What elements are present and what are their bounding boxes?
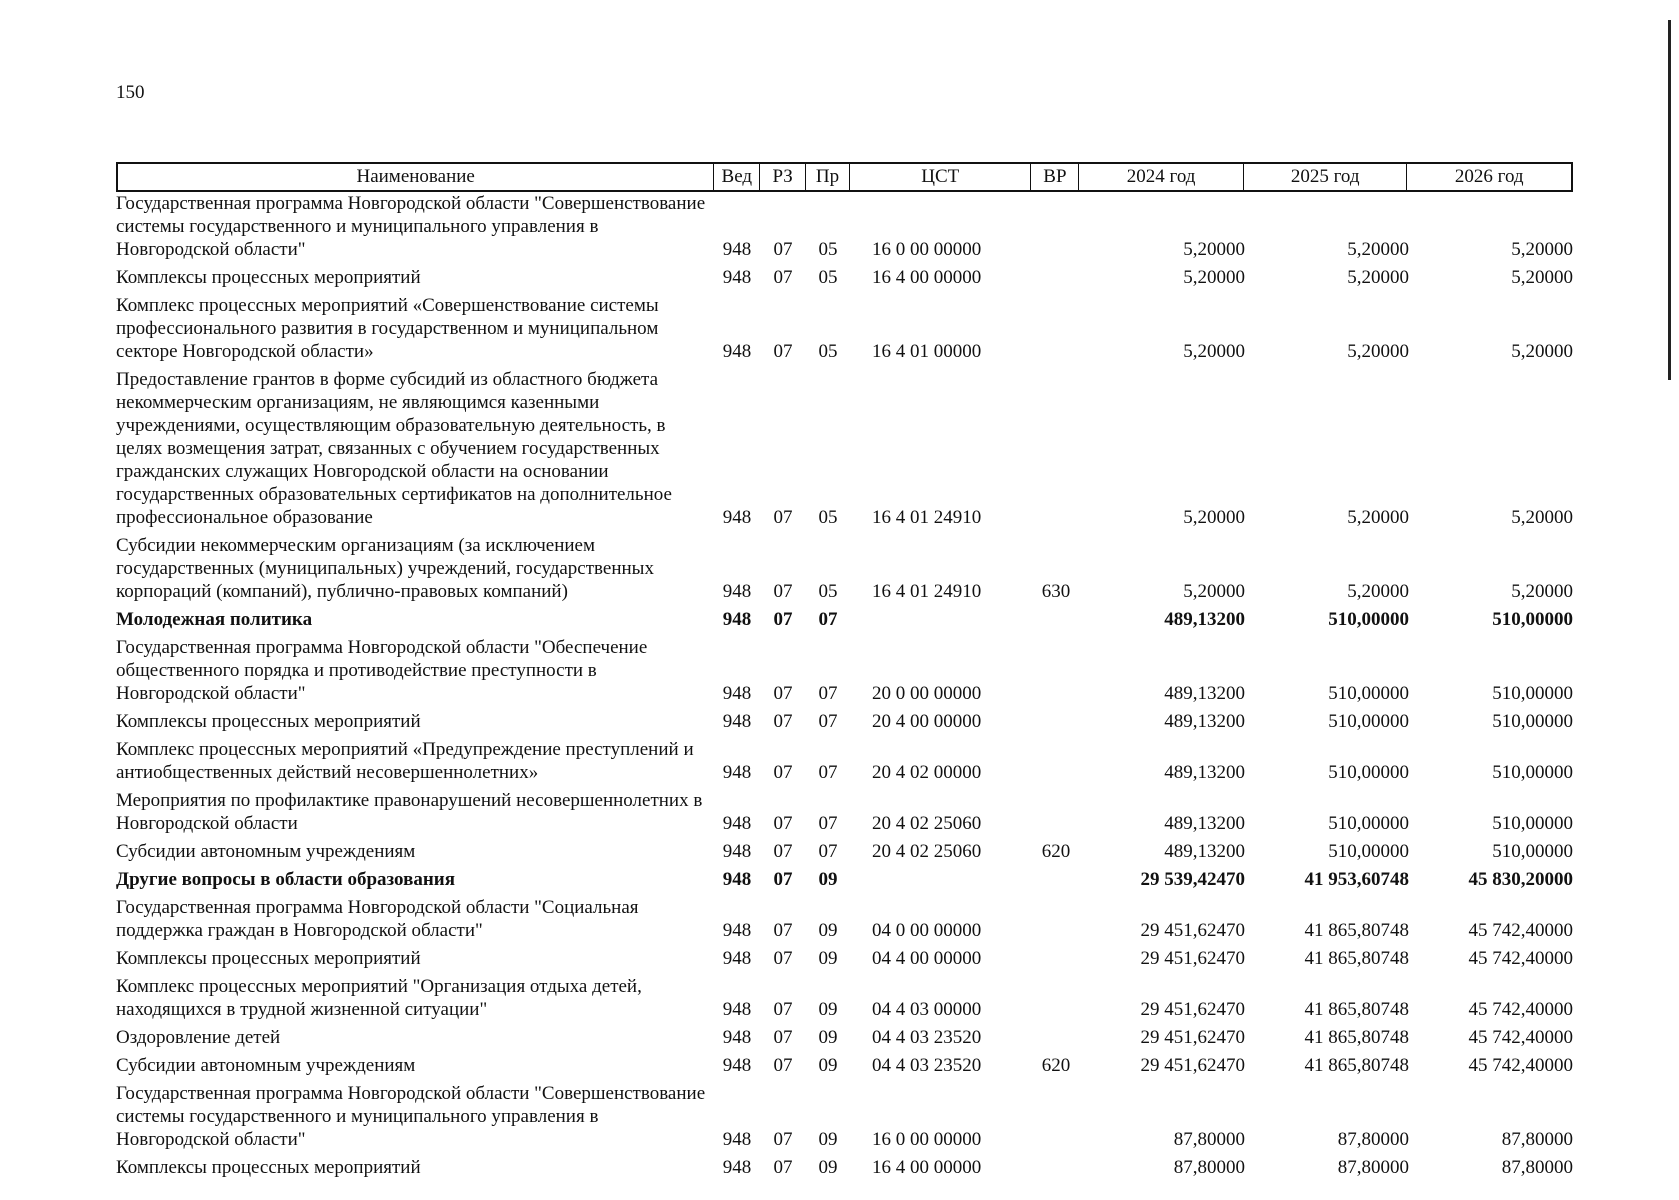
cell-2025: 41 865,80748 — [1304, 948, 1409, 969]
cell-2024: 5,20000 — [1183, 267, 1245, 288]
cell-name: Комплекс процессных мероприятий «Совершенствование системы профессионального развития в государственном и муниципальном секторе Новгородской области» — [116, 295, 659, 362]
cell-name: Комплекс процессных мероприятий "Организация отдыха детей, находящихся в трудной жизненной ситуации" — [116, 976, 642, 1020]
cell-pr: 09 — [818, 1055, 838, 1076]
cell-pr: 09 — [818, 920, 838, 941]
cell-rz: 07 — [773, 581, 793, 602]
cell-2025: 510,00000 — [1328, 683, 1409, 704]
cell-2024: 87,80000 — [1173, 1129, 1245, 1150]
cell-2026: 510,00000 — [1492, 711, 1573, 732]
cell-name: Субсидии автономным учреждениям — [116, 1055, 416, 1076]
budget-table — [116, 162, 1573, 1184]
cell-2025: 5,20000 — [1347, 507, 1409, 528]
cell-vr: 630 — [1041, 581, 1071, 602]
header-2024: 2024 год — [1079, 164, 1244, 190]
cell-2026: 45 742,40000 — [1468, 1027, 1573, 1048]
cell-ved: 948 — [722, 841, 752, 862]
cell-vr: 620 — [1041, 1055, 1071, 1076]
cell-2026: 45 830,20000 — [1468, 869, 1573, 890]
cell-rz: 07 — [773, 341, 793, 362]
cell-pr: 09 — [818, 948, 838, 969]
cell-2026: 510,00000 — [1492, 609, 1573, 630]
cell-2025: 510,00000 — [1328, 711, 1409, 732]
cell-ved: 948 — [722, 869, 752, 890]
cell-cst: 20 4 00 00000 — [872, 711, 982, 732]
cell-name: Комплекс процессных мероприятий «Предупреждение преступлений и антиобщественных действий несовершеннолетних» — [116, 739, 694, 783]
cell-vr: 620 — [1041, 841, 1071, 862]
cell-2025: 87,80000 — [1337, 1157, 1409, 1178]
cell-2024: 29 539,42470 — [1140, 869, 1245, 890]
cell-ved: 948 — [722, 267, 752, 288]
cell-name: Предоставление грантов в форме субсидий из областного бюджета некоммерческим организациям, не являющимся казенными учреждениями, осуществляющим образовательную деятельность, в целях возмещения затрат, связанных с обучением государственных гражданских служащих Новгородской области на основании государственных образовательных сертификатов на дополнительное профессиональное образование — [116, 369, 672, 528]
cell-cst: 20 4 02 25060 — [872, 813, 982, 834]
cell-name: Оздоровление детей — [116, 1027, 281, 1048]
cell-2025: 510,00000 — [1328, 762, 1409, 783]
cell-pr: 07 — [818, 609, 838, 630]
cell-rz: 07 — [773, 1129, 793, 1150]
cell-rz: 07 — [773, 1027, 793, 1048]
cell-cst: 16 4 01 00000 — [872, 341, 982, 362]
table-row — [116, 1054, 1573, 1082]
cell-2024: 29 451,62470 — [1140, 1055, 1245, 1076]
cell-2024: 5,20000 — [1183, 341, 1245, 362]
cell-pr: 09 — [818, 999, 838, 1020]
cell-cst: 20 4 02 25060 — [872, 841, 982, 862]
cell-ved: 948 — [722, 920, 752, 941]
cell-2025: 510,00000 — [1328, 609, 1409, 630]
cell-ved: 948 — [722, 683, 752, 704]
cell-2025: 41 865,80748 — [1304, 1055, 1409, 1076]
cell-rz: 07 — [773, 920, 793, 941]
cell-2024: 29 451,62470 — [1140, 920, 1245, 941]
cell-ved: 948 — [722, 762, 752, 783]
cell-2025: 5,20000 — [1347, 267, 1409, 288]
cell-2024: 489,13200 — [1164, 609, 1245, 630]
header-rz: РЗ — [760, 164, 806, 190]
table-row — [116, 636, 1573, 710]
table-row — [116, 1156, 1573, 1184]
cell-rz: 07 — [773, 948, 793, 969]
table-row — [116, 1026, 1573, 1054]
cell-2026: 45 742,40000 — [1468, 1055, 1573, 1076]
cell-name: Комплексы процессных мероприятий — [116, 948, 421, 969]
cell-name: Субсидии некоммерческим организациям (за исключением государственных (муниципальных) учреждений, государственных корпораций (компаний), публично-правовых компаний) — [116, 535, 654, 602]
cell-pr: 09 — [818, 869, 838, 890]
cell-cst: 16 4 01 24910 — [872, 581, 982, 602]
header-vr: ВР — [1031, 164, 1079, 190]
cell-2025: 5,20000 — [1347, 341, 1409, 362]
table-row — [116, 710, 1573, 738]
cell-2026: 45 742,40000 — [1468, 999, 1573, 1020]
cell-ved: 948 — [722, 1157, 752, 1178]
cell-2026: 5,20000 — [1511, 581, 1573, 602]
cell-pr: 05 — [818, 239, 838, 260]
cell-ved: 948 — [722, 813, 752, 834]
cell-2025: 41 865,80748 — [1304, 1027, 1409, 1048]
cell-name: Другие вопросы в области образования — [116, 869, 456, 890]
cell-cst: 16 4 00 00000 — [872, 1157, 982, 1178]
cell-pr: 09 — [818, 1129, 838, 1150]
cell-pr: 07 — [818, 813, 838, 834]
cell-ved: 948 — [722, 609, 752, 630]
cell-2026: 45 742,40000 — [1468, 920, 1573, 941]
cell-2024: 87,80000 — [1173, 1157, 1245, 1178]
cell-2024: 5,20000 — [1183, 581, 1245, 602]
cell-rz: 07 — [773, 813, 793, 834]
cell-rz: 07 — [773, 683, 793, 704]
cell-cst: 16 0 00 00000 — [872, 239, 982, 260]
cell-ved: 948 — [722, 711, 752, 732]
cell-cst: 16 4 01 24910 — [872, 507, 982, 528]
cell-name: Субсидии автономным учреждениям — [116, 841, 416, 862]
header-2026: 2026 год — [1454, 166, 1524, 187]
cell-name: Комплексы процессных мероприятий — [116, 1157, 421, 1178]
cell-rz: 07 — [773, 1055, 793, 1076]
table-row — [116, 608, 1573, 636]
cell-2024: 489,13200 — [1164, 762, 1245, 783]
cell-ved: 948 — [722, 341, 752, 362]
cell-pr: 07 — [818, 841, 838, 862]
cell-2026: 5,20000 — [1511, 239, 1573, 260]
cell-name: Молодежная политика — [116, 609, 313, 630]
table-body — [116, 192, 1573, 1184]
cell-2024: 29 451,62470 — [1140, 1027, 1245, 1048]
cell-name: Мероприятия по профилактике правонарушений несовершеннолетних в Новгородской области — [116, 790, 703, 834]
cell-2026: 5,20000 — [1511, 341, 1573, 362]
cell-cst: 04 0 00 00000 — [872, 920, 982, 941]
cell-pr: 09 — [818, 1157, 838, 1178]
table-row — [116, 1082, 1573, 1156]
cell-rz: 07 — [773, 609, 793, 630]
table-row — [116, 738, 1573, 789]
cell-2024: 489,13200 — [1164, 841, 1245, 862]
cell-name: Комплексы процессных мероприятий — [116, 711, 421, 732]
cell-cst: 20 4 02 00000 — [872, 762, 982, 783]
cell-2025: 510,00000 — [1328, 813, 1409, 834]
table-row — [116, 192, 1573, 266]
cell-2026: 45 742,40000 — [1468, 948, 1573, 969]
cell-2026: 5,20000 — [1511, 267, 1573, 288]
table-row — [116, 266, 1573, 294]
cell-rz: 07 — [773, 239, 793, 260]
cell-2024: 29 451,62470 — [1140, 948, 1245, 969]
cell-cst: 04 4 03 00000 — [872, 999, 982, 1020]
cell-2024: 489,13200 — [1164, 683, 1245, 704]
cell-ved: 948 — [722, 1129, 752, 1150]
cell-rz: 07 — [773, 869, 793, 890]
cell-name: Государственная программа Новгородской области "Совершенствование системы государственного и муниципального управления в Новгородской области" — [116, 1083, 706, 1150]
cell-pr: 05 — [818, 341, 838, 362]
cell-pr: 07 — [818, 711, 838, 732]
cell-2024: 489,13200 — [1164, 813, 1245, 834]
cell-rz: 07 — [773, 762, 793, 783]
cell-2026: 510,00000 — [1492, 683, 1573, 704]
cell-2024: 489,13200 — [1164, 711, 1245, 732]
cell-2026: 87,80000 — [1501, 1129, 1573, 1150]
cell-cst: 20 0 00 00000 — [872, 683, 982, 704]
cell-pr: 05 — [818, 267, 838, 288]
cell-ved: 948 — [722, 581, 752, 602]
cell-rz: 07 — [773, 999, 793, 1020]
cell-2025: 5,20000 — [1347, 239, 1409, 260]
cell-ved: 948 — [722, 239, 752, 260]
scan-edge-line — [1668, 20, 1671, 380]
cell-ved: 948 — [722, 1027, 752, 1048]
cell-ved: 948 — [722, 948, 752, 969]
header-ved: Вед — [714, 164, 760, 190]
cell-2024: 5,20000 — [1183, 507, 1245, 528]
cell-2024: 5,20000 — [1183, 239, 1245, 260]
cell-cst: 04 4 00 00000 — [872, 948, 982, 969]
cell-pr: 07 — [818, 683, 838, 704]
table-row — [116, 368, 1573, 534]
cell-2026: 5,20000 — [1511, 507, 1573, 528]
cell-2026: 510,00000 — [1492, 762, 1573, 783]
cell-ved: 948 — [722, 1055, 752, 1076]
cell-2025: 5,20000 — [1347, 581, 1409, 602]
cell-rz: 07 — [773, 267, 793, 288]
cell-2026: 510,00000 — [1492, 813, 1573, 834]
table-row — [116, 975, 1573, 1026]
table-row — [116, 868, 1573, 896]
table-header — [116, 162, 1573, 192]
cell-2025: 41 953,60748 — [1304, 869, 1409, 890]
cell-rz: 07 — [773, 1157, 793, 1178]
page-number: 150 — [116, 82, 145, 103]
cell-cst: 04 4 03 23520 — [872, 1055, 982, 1076]
cell-cst: 16 0 00 00000 — [872, 1129, 982, 1150]
cell-name: Государственная программа Новгородской области "Совершенствование системы государственного и муниципального управления в Новгородской области" — [116, 193, 706, 260]
table-row — [116, 789, 1573, 840]
table-row — [116, 840, 1573, 868]
cell-rz: 07 — [773, 711, 793, 732]
table-row — [116, 947, 1573, 975]
cell-rz: 07 — [773, 507, 793, 528]
cell-2026: 510,00000 — [1492, 841, 1573, 862]
cell-pr: 05 — [818, 507, 838, 528]
header-cst: ЦСТ — [850, 164, 1032, 190]
cell-pr: 09 — [818, 1027, 838, 1048]
cell-ved: 948 — [722, 999, 752, 1020]
cell-2025: 41 865,80748 — [1304, 920, 1409, 941]
cell-pr: 05 — [818, 581, 838, 602]
cell-cst: 16 4 00 00000 — [872, 267, 982, 288]
table-row — [116, 896, 1573, 947]
cell-cst: 04 4 03 23520 — [872, 1027, 982, 1048]
cell-name: Государственная программа Новгородской области "Социальная поддержка граждан в Новгородской области" — [116, 897, 639, 941]
table-row — [116, 294, 1573, 368]
cell-pr: 07 — [818, 762, 838, 783]
cell-name: Комплексы процессных мероприятий — [116, 267, 421, 288]
header-name: Наименование — [118, 164, 714, 190]
header-pr: Пр — [806, 164, 850, 190]
cell-2025: 510,00000 — [1328, 841, 1409, 862]
cell-2025: 41 865,80748 — [1304, 999, 1409, 1020]
cell-2024: 29 451,62470 — [1140, 999, 1245, 1020]
cell-2026: 87,80000 — [1501, 1157, 1573, 1178]
cell-rz: 07 — [773, 841, 793, 862]
header-2025: 2025 год — [1244, 164, 1408, 190]
cell-name: Государственная программа Новгородской области "Обеспечение общественного порядка и противодействие преступности в Новгородской области" — [116, 637, 648, 704]
table-row — [116, 534, 1573, 608]
cell-2025: 87,80000 — [1337, 1129, 1409, 1150]
cell-ved: 948 — [722, 507, 752, 528]
